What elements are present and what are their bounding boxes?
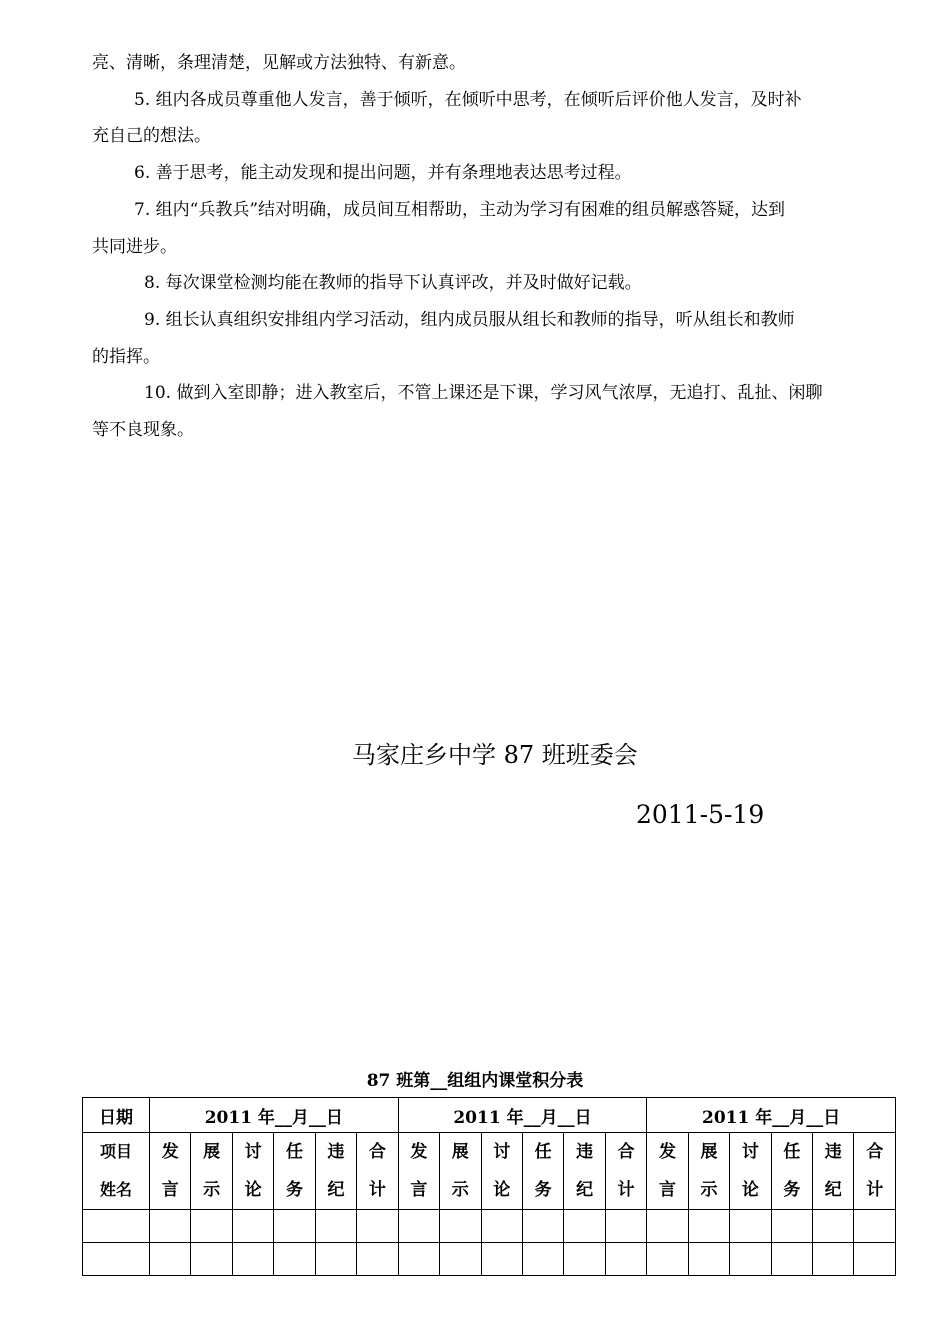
table-cell[interactable] — [150, 1243, 191, 1276]
table-cell[interactable] — [191, 1210, 232, 1243]
column-header-char: 违 — [824, 1142, 842, 1162]
column-header-char: 论 — [493, 1180, 511, 1200]
column-header-char: 发 — [161, 1142, 179, 1162]
column-header-cell — [357, 1133, 398, 1210]
text-line: 充自己的想法。 — [92, 126, 211, 147]
column-header-char: 违 — [327, 1142, 345, 1162]
column-header-cell — [688, 1133, 729, 1210]
column-header-cell — [647, 1133, 688, 1210]
table-cell[interactable] — [357, 1210, 398, 1243]
column-header-cell — [315, 1133, 356, 1210]
table-cell[interactable] — [854, 1210, 895, 1243]
column-header-cell — [440, 1133, 481, 1210]
column-header-char: 纪 — [576, 1180, 594, 1200]
table-cell[interactable] — [398, 1243, 439, 1276]
column-header-cell — [854, 1133, 895, 1210]
column-header-cell — [771, 1133, 812, 1210]
table-cell[interactable] — [440, 1243, 481, 1276]
column-header-cell — [150, 1133, 191, 1210]
date-header-1: 2011 年__月__日 — [150, 1098, 399, 1133]
text-line: 10. 做到入室即静；进入教室后，不管上课还是下课，学习风气浓厚，无追打、乱扯、闲聊 — [144, 383, 823, 404]
column-header-char: 发 — [659, 1142, 676, 1162]
column-header-row — [83, 1133, 896, 1210]
column-header-char: 示 — [203, 1180, 221, 1200]
table-cell[interactable] — [564, 1210, 605, 1243]
table-cell[interactable] — [357, 1243, 398, 1276]
column-header-char: 讨 — [244, 1142, 262, 1162]
table-cell[interactable] — [730, 1243, 771, 1276]
column-header-cell — [522, 1133, 563, 1210]
table-cell[interactable] — [232, 1210, 273, 1243]
column-header-char: 务 — [534, 1180, 552, 1200]
table-cell[interactable] — [605, 1243, 646, 1276]
date-header-row — [83, 1098, 896, 1133]
column-header-char: 展 — [700, 1142, 718, 1162]
text-line: 的指挥。 — [92, 346, 160, 367]
table-cell[interactable] — [232, 1243, 273, 1276]
column-header-char: 言 — [410, 1180, 428, 1200]
table-cell[interactable] — [481, 1243, 522, 1276]
table-cell[interactable] — [440, 1210, 481, 1243]
text-line: 等不良现象。 — [92, 420, 194, 440]
table-cell[interactable] — [605, 1210, 646, 1243]
table-row — [83, 1243, 896, 1276]
column-header-char: 展 — [451, 1142, 469, 1162]
column-header-char: 计 — [368, 1180, 386, 1200]
table-cell[interactable] — [730, 1210, 771, 1243]
score-table — [82, 1097, 896, 1276]
column-header-char: 合 — [866, 1142, 884, 1162]
table-cell[interactable] — [647, 1210, 688, 1243]
table-cell[interactable] — [688, 1243, 729, 1276]
column-header-cell — [398, 1133, 439, 1210]
column-header-char: 言 — [161, 1180, 179, 1200]
text-line: 共同进步。 — [92, 236, 177, 257]
column-header-char: 纪 — [327, 1180, 345, 1200]
table-cell[interactable] — [522, 1210, 563, 1243]
column-header-char: 任 — [534, 1142, 552, 1162]
table-title: 87 班第__组组内课堂积分表 — [366, 1071, 584, 1091]
table-cell[interactable] — [481, 1210, 522, 1243]
text-line: 6. 善于思考，能主动发现和提出问题，并有条理地表达思考过程。 — [134, 163, 632, 184]
corner-bottom-label: 姓名 — [99, 1180, 132, 1199]
table-cell[interactable] — [771, 1210, 812, 1243]
table-cell[interactable] — [83, 1243, 150, 1276]
column-header-char: 合 — [617, 1142, 635, 1162]
column-header-cell — [813, 1133, 854, 1210]
table-cell[interactable] — [522, 1243, 563, 1276]
table-cell[interactable] — [813, 1210, 854, 1243]
text-line: 7. 组内“兵教兵”结对明确，成员间互相帮助，主动为学习有困难的组员解惑答疑，达到 — [134, 199, 786, 220]
corner-top-label: 项目 — [99, 1142, 132, 1161]
table-cell[interactable] — [771, 1243, 812, 1276]
table-cell[interactable] — [813, 1243, 854, 1276]
table-cell[interactable] — [274, 1210, 315, 1243]
signature: 马家庄乡中学 87 班班委会 — [352, 741, 638, 769]
column-header-char: 展 — [203, 1142, 221, 1162]
column-header-char: 务 — [286, 1180, 304, 1200]
table-cell[interactable] — [315, 1243, 356, 1276]
column-header-char: 违 — [576, 1142, 594, 1162]
column-header-cell — [730, 1133, 771, 1210]
table-cell[interactable] — [83, 1210, 150, 1243]
table-cell[interactable] — [647, 1243, 688, 1276]
column-header-cell — [191, 1133, 232, 1210]
column-header-char: 论 — [741, 1180, 759, 1200]
text-line: 5. 组内各成员尊重他人发言，善于倾听，在倾听中思考，在倾听后评价他人发言，及时补 — [134, 89, 802, 110]
column-header-char: 讨 — [741, 1142, 759, 1162]
table-cell[interactable] — [688, 1210, 729, 1243]
column-header-char: 论 — [244, 1180, 262, 1200]
date-header-3: 2011 年__月__日 — [647, 1098, 896, 1133]
text-line: 8. 每次课堂检测均能在教师的指导下认真评改，并及时做好记载。 — [144, 273, 642, 294]
table-cell[interactable] — [564, 1243, 605, 1276]
text-line: 9. 组长认真组织安排组内学习活动，组内成员服从组长和教师的指导，听从组长和教师 — [144, 309, 795, 330]
date-header-2: 2011 年__月__日 — [398, 1098, 647, 1133]
table-cell[interactable] — [854, 1243, 895, 1276]
document-date: 2011-5-19 — [636, 800, 765, 829]
table-cell[interactable] — [315, 1210, 356, 1243]
column-header-char: 计 — [617, 1180, 635, 1200]
table-cell[interactable] — [191, 1243, 232, 1276]
column-header-char: 示 — [700, 1180, 718, 1200]
table-cell[interactable] — [274, 1243, 315, 1276]
column-header-char: 合 — [368, 1142, 386, 1162]
column-header-cell — [274, 1133, 315, 1210]
date-label-cell: 日期 — [83, 1098, 150, 1133]
column-header-cell — [481, 1133, 522, 1210]
column-header-char: 任 — [783, 1142, 801, 1162]
column-header-char: 计 — [866, 1180, 884, 1200]
column-header-char: 言 — [659, 1180, 676, 1200]
column-header-char: 纪 — [824, 1180, 842, 1200]
table-cell[interactable] — [150, 1210, 191, 1243]
column-header-char: 发 — [410, 1142, 428, 1162]
corner-cell — [83, 1133, 150, 1210]
table-row — [83, 1210, 896, 1243]
column-header-char: 任 — [286, 1142, 304, 1162]
column-header-cell — [564, 1133, 605, 1210]
column-header-cell — [605, 1133, 646, 1210]
column-header-char: 讨 — [493, 1142, 511, 1162]
column-header-char: 务 — [783, 1180, 801, 1200]
table-cell[interactable] — [398, 1210, 439, 1243]
text-line: 亮、清晰，条理清楚，见解或方法独特、有新意。 — [92, 53, 466, 73]
column-header-cell — [232, 1133, 273, 1210]
column-header-char: 示 — [451, 1180, 469, 1200]
